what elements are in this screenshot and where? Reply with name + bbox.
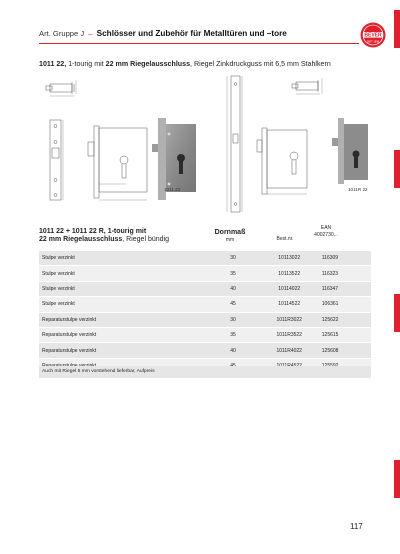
cell-dorn: 40	[230, 285, 236, 292]
cell-dorn: 35	[230, 332, 236, 339]
table-row	[39, 297, 371, 312]
cell-best: 10113522	[278, 270, 301, 277]
cell-best: 1011R3022	[276, 316, 302, 323]
header-divider	[39, 43, 359, 44]
cell-ean: 116309	[321, 255, 339, 262]
dornmass-unit: mm	[225, 237, 235, 243]
ean-prefix: 4002730...	[314, 232, 338, 238]
cell-name: Reparaturstulpe verzinkt	[42, 347, 97, 354]
cell-ean: 106361	[321, 301, 339, 308]
bolt-detail-drawing-left	[46, 80, 76, 96]
cell-dorn: 35	[230, 270, 236, 277]
page-title: Schlösser und Zubehör für Metalltüren und –tore	[96, 29, 287, 38]
index-tab-mark	[394, 294, 400, 332]
cell-name: Stulpe verzinkt	[42, 255, 75, 262]
bolt-detail-drawing-right	[292, 78, 322, 94]
table-row	[39, 266, 371, 281]
lock-front-drawing	[50, 120, 63, 200]
table-footnote: Auch mit Riegel 5 mm vorstehend lieferbar, Aufpreis	[39, 366, 371, 378]
product-subtitle	[39, 60, 369, 68]
column-header-ean	[306, 225, 346, 239]
product-title-line2-bold: 22 mm Riegelausschluss	[39, 236, 123, 244]
lock-side-drawing-right	[257, 128, 307, 194]
table-row	[39, 282, 371, 297]
cell-name: Stulpe verzinkt	[42, 270, 75, 277]
faceplate-drawing	[227, 76, 242, 212]
cell-best: 10113022	[278, 255, 301, 262]
column-header-bestnr: Best.nr.	[276, 236, 294, 242]
lock-photo-2	[332, 118, 368, 184]
index-tab-mark	[394, 150, 400, 188]
cell-dorn: 40	[230, 347, 236, 354]
logo-text-bottom: SEIT 1898	[366, 40, 380, 44]
dornmass-title: Dornmaß	[214, 229, 246, 236]
ean-title: EAN	[320, 225, 332, 231]
product-table	[39, 251, 371, 374]
product-title	[39, 228, 224, 245]
technical-drawings	[36, 74, 370, 214]
subtitle-bold: 22 mm Riegelausschluss	[105, 60, 191, 68]
cell-ean: 116347	[321, 285, 339, 292]
cell-dorn: 30	[230, 316, 236, 323]
column-header-dornmass	[208, 229, 252, 243]
cell-name: Stulpe verzinkt	[42, 301, 75, 308]
cell-best: 10114522	[278, 301, 301, 308]
brand-logo	[360, 22, 386, 48]
cell-best: 10114022	[278, 285, 301, 292]
photo-caption-2: 1011R 22	[348, 187, 368, 192]
cell-ean: 125622	[321, 316, 339, 323]
cell-ean: 116323	[321, 270, 339, 277]
group-number: J	[80, 29, 85, 38]
cell-dorn: 45	[230, 301, 236, 308]
table-row	[39, 251, 371, 266]
cell-ean: 125608	[321, 347, 339, 354]
table-row	[39, 313, 371, 328]
photo-caption-1: 1011 22	[164, 187, 181, 192]
logo-text-top: BEVER	[364, 32, 382, 39]
header-separator: –	[88, 29, 93, 38]
table-row	[39, 343, 371, 358]
cell-ean: 125615	[321, 332, 339, 339]
subtitle-text1: 1-tourig mit	[66, 60, 106, 68]
cell-best: 1011R4022	[276, 347, 302, 354]
subtitle-text2: , Riegel Zinkdruckguss mit 6,5 mm Stahlkern	[190, 60, 331, 68]
cell-name: Stulpe verzinkt	[42, 285, 75, 292]
cell-name: Reparaturstulpe verzinkt	[42, 316, 97, 323]
page-header	[39, 29, 339, 38]
subtitle-code: 1011 22,	[39, 60, 67, 68]
group-label: Art. Gruppe	[39, 29, 79, 38]
index-tab-mark	[394, 10, 400, 48]
index-tab-mark	[394, 460, 400, 498]
cell-best: 1011R3522	[276, 332, 302, 339]
cell-dorn: 30	[230, 255, 236, 262]
lock-side-drawing	[88, 126, 147, 200]
product-title-line2-rest: , Riegel bündig	[122, 236, 169, 244]
table-row	[39, 328, 371, 343]
product-title-line1: 1011 22 + 1011 22 R, 1-tourig mit	[39, 228, 147, 235]
page-number: 117	[350, 522, 363, 531]
cell-name: Reparaturstulpe verzinkt	[42, 332, 97, 339]
